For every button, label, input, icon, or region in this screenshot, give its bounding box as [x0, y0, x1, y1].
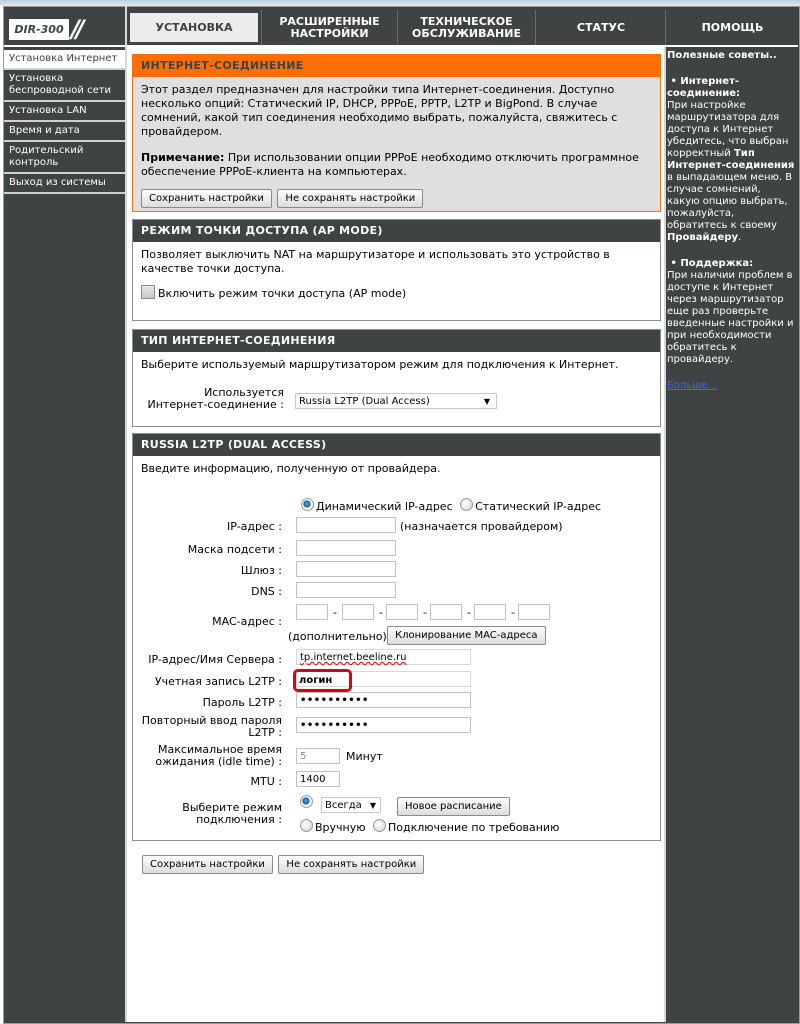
mtu-label: MTU : [250, 775, 282, 788]
l2tp-section [132, 433, 661, 841]
mode-demand-radio[interactable] [373, 819, 386, 832]
mac-optional-hint: (дополнительно) [288, 630, 387, 643]
mac-separator: - [379, 606, 383, 619]
static-ip-label: Статический IP-адрес [475, 500, 602, 513]
mac-octet-3[interactable] [386, 604, 418, 620]
mac-octet-2[interactable] [342, 604, 374, 620]
ip-address-input[interactable] [296, 517, 396, 533]
chevron-down-icon: ▼ [483, 397, 490, 406]
schedule-select[interactable] [321, 797, 381, 813]
section-title: ИНТЕРНЕТ-СОЕДИНЕНИЕ [133, 55, 660, 77]
mac-octet-4[interactable] [430, 604, 462, 620]
connection-type-value: Russia L2TP (Dual Access) [299, 396, 430, 407]
ap-mode-checkbox[interactable] [141, 285, 155, 299]
tab-help[interactable]: ПОМОЩЬ [665, 10, 799, 45]
section-title: ТИП ИНТЕРНЕТ-СОЕДИНЕНИЯ [133, 330, 660, 352]
subnet-mask-label: Маска подсети : [187, 543, 282, 556]
tip-internet-end: . [738, 232, 742, 243]
help-panel [667, 50, 795, 392]
tip-support: • Поддержка: При наличии проблем в доступе к Интернет через маршрутизатор еще раз проверьте введенные настройки и при необходимости обратитесь к провайдеру. [667, 258, 794, 365]
mac-separator: - [511, 606, 515, 619]
mode-always-radio[interactable] [300, 795, 313, 808]
footer-buttons [142, 855, 424, 874]
footer-dont-save-button[interactable]: Не сохранять настройки [278, 855, 424, 874]
more-link[interactable]: Больше... [667, 380, 718, 391]
mac-octet-1[interactable] [296, 604, 328, 620]
clone-mac-button[interactable]: Клонирование MAC-адреса [387, 626, 546, 645]
section-description: Этот раздел предназначен для настройки типа Интернет-соединения. Доступно несколько опций: Статический IP, DHCP, PPPoE, PPTP, L2TP и BigPond. В случае сомнений, какой тип соединения необходимо выбрать, пожалуйста, свяжитесь с провайдером. [141, 83, 618, 138]
tab-setup[interactable]: УСТАНОВКА [127, 10, 261, 45]
password-input[interactable]: •••••••••• [296, 692, 471, 708]
account-value-highlight: логин [293, 669, 352, 692]
static-ip-radio[interactable] [460, 498, 473, 511]
dns-label: DNS : [251, 585, 282, 598]
chevron-down-icon: ▼ [369, 801, 376, 810]
section-description: Введите информацию, полученную от провайдера. [141, 462, 441, 475]
save-settings-button[interactable]: Сохранить настройки [141, 189, 272, 208]
tab-maintenance[interactable]: ТЕХНИЧЕСКОЕ ОБСЛУЖИВАНИЕ [397, 10, 535, 45]
main-content [127, 47, 664, 1022]
connection-type-section [132, 329, 661, 427]
dns-input[interactable] [296, 582, 396, 598]
sidebar-item-lan-setup[interactable]: Установка LAN [4, 102, 125, 122]
tab-advanced[interactable]: РАСШИРЕННЫЕ НАСТРОЙКИ [261, 10, 397, 45]
logo-area [4, 10, 124, 45]
dont-save-settings-button[interactable]: Не сохранять настройки [277, 189, 423, 208]
mac-separator: - [423, 606, 427, 619]
section-description: Выберите используемый маршрутизатором режим для подключения к Интернет. [141, 358, 619, 371]
password-confirm-input[interactable]: •••••••••• [296, 717, 471, 733]
new-schedule-button[interactable]: Новое расписание [397, 797, 510, 816]
idle-time-input[interactable]: 5 [296, 748, 340, 764]
ap-mode-option[interactable] [141, 285, 652, 301]
account-label: Учетная запись L2TP : [154, 675, 282, 688]
server-value: tp.internet.beeline.ru [300, 652, 407, 663]
mode-demand-label: Подключение по требованию [388, 821, 560, 834]
tip-support-title: Поддержка: [680, 258, 754, 269]
note-text: При использовании опции PPPoE необходимо отключить программное обеспечение PPPoE-клиента на компьютерах. [141, 151, 639, 178]
mac-label: MAC-адрес : [212, 615, 282, 628]
mac-octet-6[interactable] [518, 604, 550, 620]
ap-mode-checkbox-label: Включить режим точки доступа (AP mode) [158, 287, 407, 300]
server-input[interactable] [296, 649, 471, 665]
tab-status[interactable]: СТАТУС [535, 10, 666, 45]
tip-support-text: При наличии проблем в доступе к Интернет через маршрутизатор еще раз проверьте введенные настройки и при необходимости обратитесь к провайдеру. [667, 270, 794, 365]
ip-label: IP-адрес : [227, 520, 282, 533]
connect-mode-label: Выберите режим подключения : [182, 801, 282, 826]
password-label: Пароль L2TP : [202, 696, 282, 709]
help-divider [664, 47, 666, 1022]
ip-hint: (назначается провайдером) [400, 520, 563, 533]
tip-internet-bold-2: Провайдеру [667, 232, 739, 243]
note-label: Примечание: [141, 151, 225, 164]
tip-internet-title: Интернет-соединение: [667, 76, 741, 99]
idle-time-unit: Минут [346, 750, 383, 763]
mac-separator: - [467, 606, 471, 619]
section-title: RUSSIA L2TP (DUAL ACCESS) [133, 434, 660, 456]
tip-internet-bold-1: Тип Интернет-соединения [667, 148, 795, 171]
ap-mode-section [132, 219, 661, 321]
mode-manual-label: Вручную [315, 821, 366, 834]
gateway-label: Шлюз : [240, 564, 282, 577]
sidebar-item-parental-control[interactable]: Родительский контроль [4, 142, 125, 174]
tip-internet: • Интернет-соединение: При настройке маршрутизатора для доступа к Интернет убедитесь, что выбран корректный Тип Интернет-соединения в выпадающем меню. В случае сомнений, какую опцию выбрать, пожалуйста, обратитесь к своему Провайдеру. [667, 76, 795, 243]
mode-other-options [300, 819, 559, 834]
internet-connection-section [132, 54, 661, 212]
note [141, 151, 652, 179]
mac-separator: - [333, 606, 337, 619]
schedule-value: Всегда [325, 800, 362, 811]
dynamic-ip-label: Динамический IP-адрес [316, 500, 453, 513]
connection-type-label: Используется Интернет-соединение : [147, 386, 284, 411]
logo-slashes: // [71, 15, 81, 43]
sidebar-item-time-date[interactable]: Время и дата [4, 122, 125, 142]
mtu-input[interactable]: 1400 [296, 771, 340, 787]
help-title: Полезные советы.. [667, 50, 777, 61]
model-logo: DIR-300 [9, 19, 69, 40]
mac-octet-5[interactable] [474, 604, 506, 620]
connection-type-select[interactable] [295, 393, 497, 409]
gateway-input[interactable] [296, 561, 396, 577]
section-title: РЕЖИМ ТОЧКИ ДОСТУПА (AP MODE) [133, 220, 660, 242]
subnet-mask-input[interactable] [296, 540, 396, 556]
sidebar-item-logout[interactable]: Выход из системы [4, 174, 125, 194]
dynamic-ip-radio[interactable] [301, 498, 314, 511]
tip-internet-text-b: в выпадающем меню. В случае сомнений, какую опцию выбрать, пожалуйста, обратитесь к своему [667, 172, 793, 231]
server-label: IP-адрес/Имя Сервера : [148, 653, 282, 666]
section-description: Позволяет выключить NAT на маршрутизаторе и использовать это устройство в качестве точки доступа. [141, 248, 610, 275]
tip-internet-text-a: При настройке маршрутизатора для доступа к Интернет убедитесь, что выбран корректный [667, 100, 789, 159]
password-confirm-label: Повторный ввод пароля L2TP : [141, 714, 282, 739]
sidebar [4, 50, 125, 194]
sidebar-item-internet-setup[interactable]: Установка Интернет [4, 50, 125, 70]
idle-time-label: Максимальное время ожидания (idle time) : [155, 743, 282, 768]
sidebar-item-wireless-setup[interactable]: Установка беспроводной сети [4, 70, 125, 102]
footer-save-button[interactable]: Сохранить настройки [142, 855, 273, 874]
ip-mode-options [301, 498, 800, 513]
mode-manual-radio[interactable] [300, 819, 313, 832]
